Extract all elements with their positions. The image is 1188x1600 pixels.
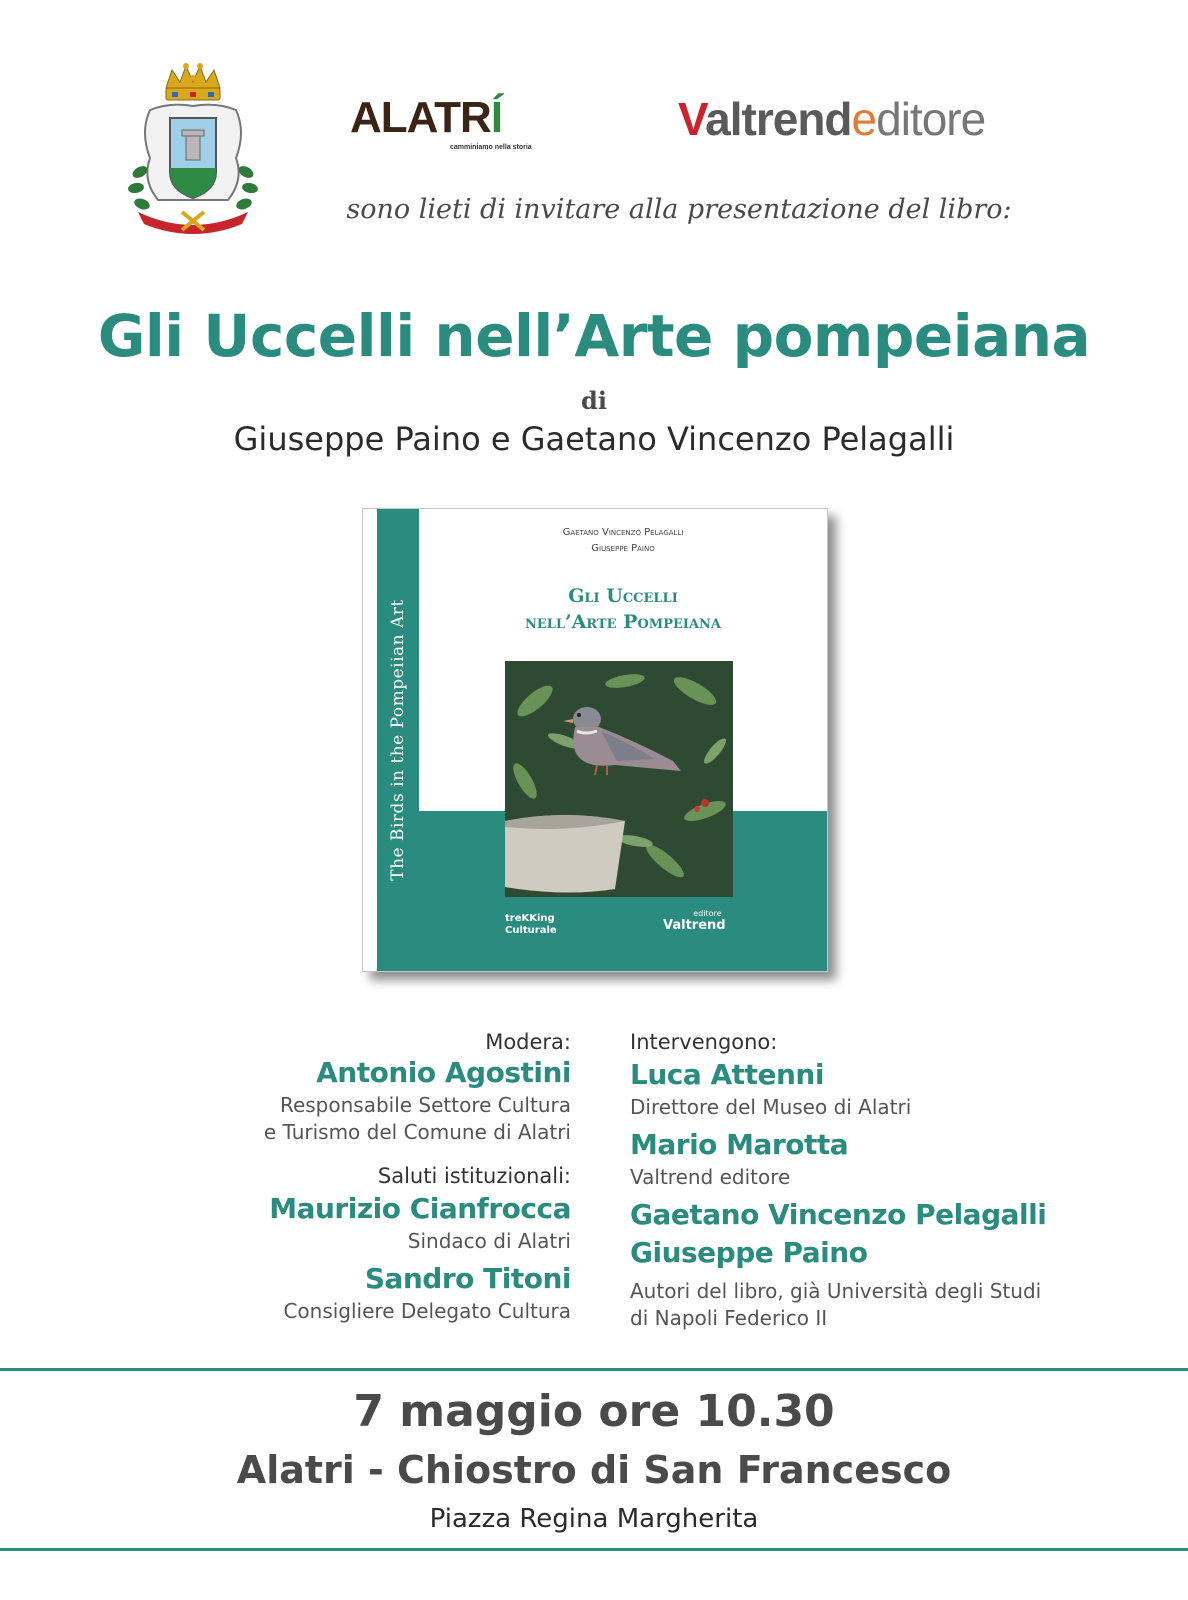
cover-title-line-1: Gli Uccelli <box>568 585 678 607</box>
book-authors: Giuseppe Paino e Gaetano Vincenzo Pelagalli <box>233 420 955 458</box>
greeter-1-role: Sindaco di Alatri <box>407 1229 571 1253</box>
alatri-logo <box>350 93 550 158</box>
book-title: Gli Uccelli nell’Arte pompeiana <box>97 302 1091 370</box>
moderator-role-line-1: Responsabile Settore Cultura <box>279 1093 571 1117</box>
cover-spine-title: The Birds in the Pompeiian Art <box>388 599 408 881</box>
cover-author-1: Gaetano Vincenzo Pelagalli <box>562 527 684 538</box>
alatri-logo-text: ALATRÍ <box>350 93 503 142</box>
speakers-label: Intervengono: <box>630 1030 778 1054</box>
invitation-line: sono lieti di invitare alla presentazione del libro: <box>346 194 1012 225</box>
event-venue: Alatri - Chiostro di San Francesco <box>236 1448 952 1492</box>
speaker-4-name: Giuseppe Paino <box>630 1236 868 1269</box>
authors-role-line-2: di Napoli Federico II <box>630 1306 828 1330</box>
authors-role-line-1: Autori del libro, già Università degli Studi <box>630 1279 1042 1303</box>
top-divider <box>0 1368 1188 1371</box>
trekking-culturale-logo: treKKing Culturale <box>505 913 557 936</box>
greeter-1-name: Maurizio Cianfrocca <box>269 1192 571 1225</box>
speaker-3-name: Gaetano Vincenzo Pelagalli <box>630 1198 1047 1231</box>
greetings-label: Saluti istituzionali: <box>377 1164 571 1188</box>
event-address: Piazza Regina Margherita <box>429 1504 759 1534</box>
cover-author-2: Giuseppe Paino <box>591 543 655 554</box>
valtrend-editore-logo <box>678 92 1038 162</box>
speaker-1-role: Direttore del Museo di Alatri <box>630 1095 912 1119</box>
speaker-2-role: Valtrend editore <box>630 1165 791 1189</box>
alatri-logo-tagline: camminiamo nella storia <box>450 144 532 151</box>
cover-valtrend-logo: editore Valtrend <box>663 909 726 933</box>
moderator-label: Modera: <box>485 1030 571 1054</box>
book-cover <box>362 508 828 972</box>
greeter-2-name: Sandro Titoni <box>364 1262 571 1295</box>
event-date-time: 7 maggio ore 10.30 <box>353 1386 835 1437</box>
valtrend-logo-main: Valtrend <box>678 93 852 145</box>
bottom-divider <box>0 1548 1188 1551</box>
moderator-name: Antonio Agostini <box>316 1056 571 1089</box>
speaker-1-name: Luca Attenni <box>630 1058 824 1091</box>
cover-title-line-2: nell’Arte Pompeiana <box>524 611 722 633</box>
by-label: di <box>581 386 607 415</box>
valtrend-logo-suffix: editore <box>851 93 986 145</box>
speaker-2-name: Mario Marotta <box>630 1128 849 1161</box>
moderator-role-line-2: e Turismo del Comune di Alatri <box>263 1120 571 1144</box>
greeter-2-role: Consigliere Delegato Cultura <box>283 1299 571 1323</box>
cover-fresco-bird-image <box>505 661 733 897</box>
